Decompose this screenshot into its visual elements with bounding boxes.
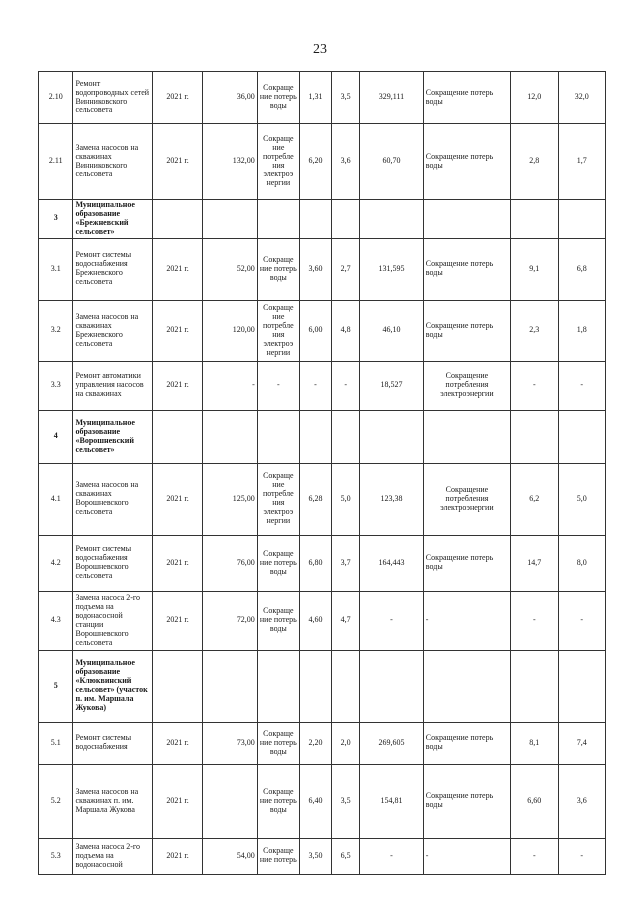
indicator-b-cell: 5,0 (558, 463, 606, 535)
row-number-cell: 3.1 (39, 238, 73, 300)
indicator-a-cell: - (511, 361, 558, 410)
result-cell: Сокращение потребления электроэнергии (423, 361, 510, 410)
row-number-cell: 4.3 (39, 591, 73, 650)
row-number-cell: 4 (39, 410, 73, 463)
value-2-cell: 2,0 (332, 722, 360, 764)
indicator-a-cell: 12,0 (511, 72, 558, 124)
value-2-cell: 5,0 (332, 463, 360, 535)
value-2-cell: 6,5 (332, 838, 360, 874)
cost-cell: 54,00 (202, 838, 257, 874)
value-1-cell: 6,00 (299, 300, 331, 361)
table-row (39, 124, 606, 200)
result-cell (423, 200, 510, 239)
cost-cell: 132,00 (202, 124, 257, 200)
table-row (39, 361, 606, 410)
result-cell: Сокращение потерь воды (423, 722, 510, 764)
table-row (39, 72, 606, 124)
cost-cell: 120,00 (202, 300, 257, 361)
row-number-cell: 2.11 (39, 124, 73, 200)
measure-name-cell: Замена насоса 2-го подъема на водонасосной (73, 838, 153, 874)
result-cell: Сокращение потребления электроэнергии (423, 463, 510, 535)
effect-cell: Сокраще ние потребле ния электроэ нергии (257, 124, 299, 200)
effect-cell (257, 650, 299, 722)
measure-name-cell: Замена насосов на скважинах Брежневского сельсовета (73, 300, 153, 361)
year-cell (153, 650, 203, 722)
table-row (39, 410, 606, 463)
result-cell (423, 650, 510, 722)
measure-name-cell: Ремонт системы водоснабжения Брежневского сельсовета (73, 238, 153, 300)
result-cell: Сокращение потерь воды (423, 535, 510, 591)
year-cell: 2021 г. (153, 463, 203, 535)
year-cell: 2021 г. (153, 764, 203, 838)
cost-cell (202, 200, 257, 239)
effect-cell: Сокраще ние потерь воды (257, 238, 299, 300)
value-2-cell (332, 410, 360, 463)
indicator-b-cell (558, 410, 606, 463)
measure-name-cell: Замена насосов на скважинах п. им. Маршала Жукова (73, 764, 153, 838)
measure-name-cell: Ремонт водопроводных сетей Винниковского сельсовета (73, 72, 153, 124)
table-row (39, 650, 606, 722)
table-row (39, 463, 606, 535)
savings-cell: 60,70 (360, 124, 424, 200)
table-row (39, 535, 606, 591)
value-2-cell: 2,7 (332, 238, 360, 300)
value-2-cell (332, 650, 360, 722)
indicator-a-cell: - (511, 838, 558, 874)
effect-cell: Сокраще ние потерь (257, 838, 299, 874)
table-row (39, 300, 606, 361)
effect-cell (257, 200, 299, 239)
year-cell: 2021 г. (153, 361, 203, 410)
value-1-cell (299, 410, 331, 463)
year-cell: 2021 г. (153, 124, 203, 200)
effect-cell: - (257, 361, 299, 410)
measure-name-cell: Муниципальное образование «Брежневский сельсовет» (73, 200, 153, 239)
value-1-cell: 6,28 (299, 463, 331, 535)
effect-cell: Сокраще ние потребле ния электроэ нергии (257, 300, 299, 361)
value-2-cell: - (332, 361, 360, 410)
table-row (39, 764, 606, 838)
value-2-cell: 3,5 (332, 764, 360, 838)
indicator-a-cell: 6,2 (511, 463, 558, 535)
value-1-cell: 1,31 (299, 72, 331, 124)
row-number-cell: 2.10 (39, 72, 73, 124)
savings-cell: 164,443 (360, 535, 424, 591)
savings-cell (360, 200, 424, 239)
measure-name-cell: Замена насосов на скважинах Винниковского сельсовета (73, 124, 153, 200)
indicator-b-cell: - (558, 591, 606, 650)
value-2-cell: 3,5 (332, 72, 360, 124)
cost-cell: - (202, 361, 257, 410)
indicator-b-cell: 7,4 (558, 722, 606, 764)
year-cell: 2021 г. (153, 238, 203, 300)
value-1-cell: 2,20 (299, 722, 331, 764)
measure-name-cell: Замена насоса 2-го подъема на водонасосной станции Ворошневского сельсовета (73, 591, 153, 650)
measure-name-cell: Замена насосов на скважинах Ворошневского сельсовета (73, 463, 153, 535)
value-2-cell: 4,7 (332, 591, 360, 650)
indicator-b-cell: 1,8 (558, 300, 606, 361)
year-cell (153, 410, 203, 463)
indicator-a-cell (511, 200, 558, 239)
effect-cell (257, 410, 299, 463)
cost-cell (202, 764, 257, 838)
indicator-b-cell: 8,0 (558, 535, 606, 591)
value-2-cell: 4,8 (332, 300, 360, 361)
row-number-cell: 3 (39, 200, 73, 239)
cost-cell: 76,00 (202, 535, 257, 591)
measure-name-cell: Ремонт системы водоснабжения (73, 722, 153, 764)
indicator-b-cell: 3,6 (558, 764, 606, 838)
result-cell: Сокращение потерь воды (423, 72, 510, 124)
indicator-b-cell: - (558, 361, 606, 410)
indicator-a-cell: 8,1 (511, 722, 558, 764)
savings-cell: 18,527 (360, 361, 424, 410)
year-cell: 2021 г. (153, 535, 203, 591)
cost-cell: 52,00 (202, 238, 257, 300)
indicator-a-cell (511, 650, 558, 722)
row-number-cell: 5 (39, 650, 73, 722)
result-cell: Сокращение потерь воды (423, 300, 510, 361)
value-2-cell (332, 200, 360, 239)
cost-cell: 72,00 (202, 591, 257, 650)
effect-cell: Сокраще ние потерь воды (257, 722, 299, 764)
row-number-cell: 5.1 (39, 722, 73, 764)
indicator-a-cell: 2,3 (511, 300, 558, 361)
savings-cell: 131,595 (360, 238, 424, 300)
measure-name-cell: Муниципальное образование «Клюквинский сельсовет» (участок п. им. Маршала Жукова) (73, 650, 153, 722)
result-cell: Сокращение потерь воды (423, 124, 510, 200)
row-number-cell: 3.2 (39, 300, 73, 361)
value-1-cell: 6,20 (299, 124, 331, 200)
measure-name-cell: Муниципальное образование «Ворошневский сельсовет» (73, 410, 153, 463)
cost-cell: 73,00 (202, 722, 257, 764)
indicator-b-cell: 6,8 (558, 238, 606, 300)
result-cell (423, 410, 510, 463)
value-1-cell: 4,60 (299, 591, 331, 650)
effect-cell: Сокраще ние потерь воды (257, 591, 299, 650)
indicator-a-cell: 2,8 (511, 124, 558, 200)
page-number: 23 (313, 42, 327, 57)
year-cell: 2021 г. (153, 838, 203, 874)
year-cell: 2021 г. (153, 591, 203, 650)
effect-cell: Сокраще ние потерь воды (257, 764, 299, 838)
measure-name-cell: Ремонт автоматики управления насосов на скважинах (73, 361, 153, 410)
measure-name-cell: Ремонт системы водоснабжения Ворошневского сельсовета (73, 535, 153, 591)
value-1-cell (299, 200, 331, 239)
table-row (39, 838, 606, 874)
savings-cell: 329,111 (360, 72, 424, 124)
cost-cell: 125,00 (202, 463, 257, 535)
cost-cell (202, 410, 257, 463)
year-cell: 2021 г. (153, 300, 203, 361)
indicator-b-cell: - (558, 838, 606, 874)
result-cell: - (423, 838, 510, 874)
row-number-cell: 5.3 (39, 838, 73, 874)
result-cell: Сокращение потерь воды (423, 764, 510, 838)
result-cell: - (423, 591, 510, 650)
savings-cell: - (360, 838, 424, 874)
value-1-cell (299, 650, 331, 722)
value-1-cell: 6,80 (299, 535, 331, 591)
value-2-cell: 3,6 (332, 124, 360, 200)
measures-table (38, 71, 606, 875)
savings-cell (360, 650, 424, 722)
savings-cell: 269,605 (360, 722, 424, 764)
row-number-cell: 3.3 (39, 361, 73, 410)
result-cell: Сокращение потерь воды (423, 238, 510, 300)
savings-cell (360, 410, 424, 463)
indicator-b-cell: 32,0 (558, 72, 606, 124)
indicator-a-cell: 6,60 (511, 764, 558, 838)
cost-cell: 36,00 (202, 72, 257, 124)
row-number-cell: 5.2 (39, 764, 73, 838)
savings-cell: 154,81 (360, 764, 424, 838)
table-row (39, 591, 606, 650)
effect-cell: Сокраще ние потребле ния электроэ нергии (257, 463, 299, 535)
indicator-b-cell (558, 650, 606, 722)
table-row (39, 722, 606, 764)
table-row (39, 238, 606, 300)
indicator-a-cell: 14,7 (511, 535, 558, 591)
value-1-cell: 6,40 (299, 764, 331, 838)
table-row (39, 200, 606, 239)
year-cell (153, 200, 203, 239)
effect-cell: Сокраще ние потерь воды (257, 72, 299, 124)
value-1-cell: 3,50 (299, 838, 331, 874)
indicator-b-cell (558, 200, 606, 239)
cost-cell (202, 650, 257, 722)
savings-cell: - (360, 591, 424, 650)
row-number-cell: 4.2 (39, 535, 73, 591)
value-2-cell: 3,7 (332, 535, 360, 591)
effect-cell: Сокраще ние потерь воды (257, 535, 299, 591)
row-number-cell: 4.1 (39, 463, 73, 535)
year-cell: 2021 г. (153, 72, 203, 124)
year-cell: 2021 г. (153, 722, 203, 764)
indicator-b-cell: 1,7 (558, 124, 606, 200)
indicator-a-cell (511, 410, 558, 463)
indicator-a-cell: 9,1 (511, 238, 558, 300)
value-1-cell: - (299, 361, 331, 410)
savings-cell: 46,10 (360, 300, 424, 361)
indicator-a-cell: - (511, 591, 558, 650)
savings-cell: 123,38 (360, 463, 424, 535)
value-1-cell: 3,60 (299, 238, 331, 300)
